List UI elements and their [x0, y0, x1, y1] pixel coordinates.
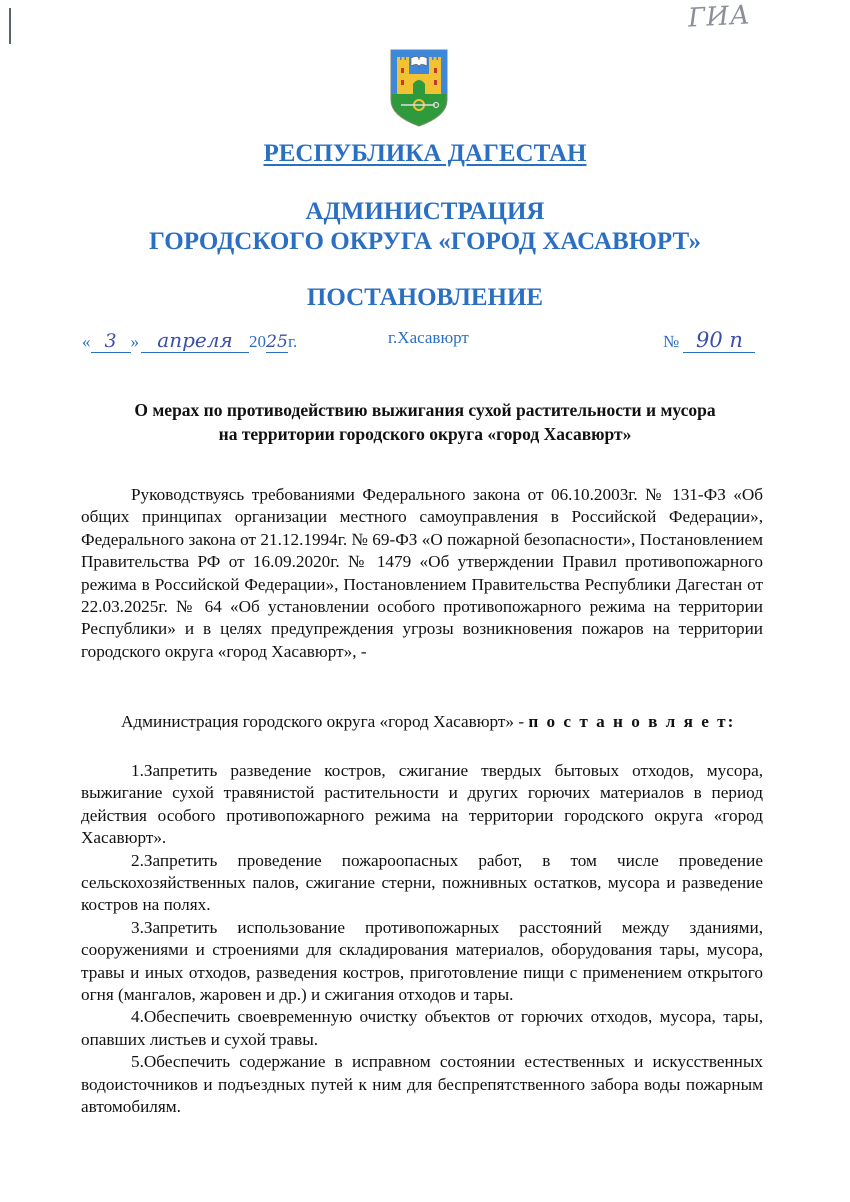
administration-heading: АДМИНИСТРАЦИЯ — [305, 198, 545, 225]
decree-item-2: 2.Запретить проведение пожароопасных работ, в том числе проведение сельскохозяйственных палов, сжигание стерни, пожнивных остатков, мусора и разведение костров на полях. — [81, 850, 763, 915]
resolution-line — [81, 711, 781, 733]
decree-item-1: 1.Запретить разведение костров, сжигание твердых бытовых отходов, мусора, выжигание сухой травянистой растительности и других горючих материалов в период действия особого противопожарного режима на территории городского округа «город Хасавюрт». — [81, 761, 763, 848]
document-date — [82, 328, 297, 353]
decree-item-4: 4.Обеспечить своевременную очистку объектов от горючих отходов, мусора, тары, опавших листьев и сухой травы. — [81, 1007, 763, 1049]
handwritten-annotation: ГИА — [687, 0, 752, 34]
date-year-handwritten: 25 — [266, 332, 288, 352]
resolution-verb: п о с т а н о в л я е т: — [528, 712, 736, 731]
decree-item-3: 3.Запретить использование противопожарных расстояний между зданиями, сооружениями и строениями для складирования материалов, оборудования тары, мусора, травы и иных отходов, разведения костров, приготовление пищи с применением открытого огня (мангалов, жаровен и др.) и сжигания отходов и тары. — [81, 917, 763, 1005]
administration-subheading: ГОРОДСКОГО ОКРУГА «ГОРОД ХАСАВЮРТ» — [149, 228, 701, 255]
title-line-1: О мерах по противодействию выжигания сухой растительности и мусора — [134, 400, 716, 420]
document-number — [663, 328, 755, 353]
preamble-paragraph: Руководствуясь требованиями Федерального закона от 06.10.2003г. № 131-ФЗ «Об общих принципах организации местного самоуправления в Российской Федерации», Федерального закона от 21.12.1994г. № 69-ФЗ «О пожарной безопасности», Постановлением Правительства РФ от 16.09.2020г. № 1479 «Об утверждении Правил противопожарного режима в Российской Федерации», Постановлением Правительства Республики Дагестан от 22.03.2025г. № 64 «Об установлении особого противопожарного режима на территории Республики» и в целях предупреждения угрозы возникновения пожаров на территории городского округа «город Хасавюрт», - — [81, 485, 763, 661]
resolution-lead: Администрация городского округа «город Хасавюрт» - — [121, 712, 529, 731]
city-name: г.Хасавюрт — [388, 328, 469, 347]
coat-of-arms-emblem — [389, 48, 449, 128]
date-year-end: г. — [288, 332, 298, 351]
margin-mark — [9, 8, 11, 44]
date-open-quote: « — [82, 332, 91, 351]
preamble-section — [81, 484, 763, 663]
date-month-handwritten: апреля — [141, 328, 249, 353]
dateline — [0, 322, 850, 356]
number-handwritten: 90 п — [683, 328, 755, 353]
document-title — [0, 398, 850, 446]
decree-item-5: 5.Обеспечить содержание в исправном состоянии естественных и искусственных водоисточников и подъездных путей к ним для беспрепятственного забора воды пожарным автомобилям. — [81, 1052, 763, 1117]
date-day-handwritten: 3 — [91, 330, 131, 353]
date-year-prefix: 20 — [249, 332, 266, 351]
document-type-heading: ПОСТАНОВЛЕНИЕ — [306, 284, 544, 311]
decree-items — [81, 760, 763, 1119]
date-close-quote: » — [130, 332, 139, 351]
republic-heading: РЕСПУБЛИКА ДАГЕСТАН — [263, 140, 587, 167]
number-label: № — [663, 332, 680, 351]
title-line-2: на территории городского округа «город Хасавюрт» — [218, 424, 632, 444]
